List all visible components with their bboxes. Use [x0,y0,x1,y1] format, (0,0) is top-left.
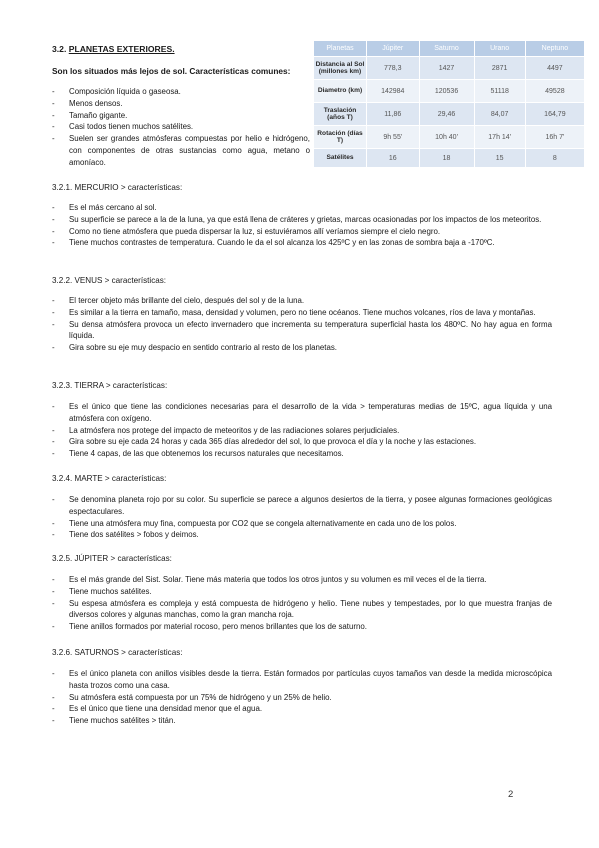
section-number: 3.2. [52,44,67,54]
table-row [314,149,585,168]
bullet-list-mercurio [52,202,552,249]
list-item: - Tiene una atmósfera muy fina, compuesta por CO2 que se congela alternativamente en cada uno de los polos. [52,518,552,530]
table-cell: 120536 [419,80,474,103]
page-number: 2 [508,789,514,800]
bullet-list-tierra [52,401,552,460]
subsection-title-venus: 3.2.2. VENUS > características: [52,276,167,285]
table-cell: 17h 14' [474,126,525,149]
list-item: - Se denomina planeta rojo por su color. Su superficie se parece a algunos desiertos de la tierra, y posee algunas formaciones geológicas espectaculares. [52,494,552,518]
section-intro: Son los situados más lejos de sol. Características comunes: [52,66,291,76]
table-header-cell: Urano [474,41,525,57]
table-cell: 15 [474,149,525,168]
table-cell: 49528 [525,80,584,103]
table-header-cell: Planetas [314,41,367,57]
subsection-title-saturnos: 3.2.6. SATURNOS > características: [52,648,183,657]
table-cell: 16 [367,149,420,168]
table-cell: 18 [419,149,474,168]
list-item: - Es el único planeta con anillos visibles desde la tierra. Están formados por partículas cuyos tamaños van desde la medida microscópica hasta trozos como una casa. [52,668,552,692]
table-row [314,57,585,80]
table-row [314,80,585,103]
list-item: - Gira sobre su eje cada 24 horas y cada 365 días alrededor del sol, lo que provoca el día y la noche y las estaciones. [52,436,552,448]
table-row [314,103,585,126]
bullet-list-venus [52,295,552,354]
list-item: - Menos densos. [52,98,310,110]
bullet-list-marte [52,494,552,541]
subsection-title-mercurio: 3.2.1. MERCURIO > características: [52,183,183,192]
list-item: - Su densa atmósfera provoca un efecto invernadero que incrementa su temperatura superficial hasta los 480ºC. No hay agua en forma líquida. [52,319,552,343]
section-title-text: PLANETAS EXTERIORES. [68,44,175,54]
table-cell: 9h 55' [367,126,420,149]
table-cell: 164,79 [525,103,584,126]
table-cell: 51118 [474,80,525,103]
table-cell: 4497 [525,57,584,80]
list-item: - Tamaño gigante. [52,110,310,122]
list-item: - Tiene muchos satélites > titán. [52,715,552,727]
row-label: Traslación (años T) [314,103,367,126]
list-item: - Como no tiene atmósfera que pueda dispersar la luz, si estuviéramos allí veríamos siempre el cielo negro. [52,226,552,238]
list-item: - Gira sobre su eje muy despacio en sentido contrario al resto de los planetas. [52,342,552,354]
row-label: Rotación (días T) [314,126,367,149]
list-item: - Suelen ser grandes atmósferas compuestas por helio e hidrógeno, con componentes de otras sustancias como agua, metano o amoníaco. [52,133,310,168]
table-cell: 1427 [419,57,474,80]
row-label: Distancia al Sol (millones km) [314,57,367,80]
subsection-title-jupiter: 3.2.5. JÚPITER > características: [52,554,172,563]
table-cell: 29,46 [419,103,474,126]
table-row [314,126,585,149]
row-label: Diametro (km) [314,80,367,103]
list-item: - Tiene anillos formados por material rocoso, pero menos brillantes que los de saturno. [52,621,552,633]
list-item: - Es el más cercano al sol. [52,202,552,214]
table-cell: 16h 7' [525,126,584,149]
bullet-list-jupiter [52,574,552,633]
list-item: - Tiene dos satélites > fobos y deimos. [52,529,552,541]
list-item: - Su atmósfera está compuesta por un 75% de hidrógeno y un 25% de helio. [52,692,552,704]
subsection-title-tierra: 3.2.3. TIERRA > características: [52,381,168,390]
table-header-cell: Neptuno [525,41,584,57]
intro-bullet-list [52,86,310,169]
list-item: - Casi todos tienen muchos satélites. [52,121,310,133]
list-item: - Su superficie se parece a la de la luna, ya que está llena de cráteres y grietas, marcas ocasionadas por los impactos de los meteoritos. [52,214,552,226]
list-item: - Es el más grande del Sist. Solar. Tiene más materia que todos los otros juntos y su volumen es mil veces el de la tierra. [52,574,552,586]
section-title [52,44,175,54]
table-header-cell: Saturno [419,41,474,57]
table-cell: 84,07 [474,103,525,126]
list-item: - Es el único que tiene una densidad menor que el agua. [52,703,552,715]
list-item: - La atmósfera nos protege del impacto de meteoritos y de las radiaciones solares perjudiciales. [52,425,552,437]
table-header-row [314,41,585,57]
list-item: - Tiene muchos contrastes de temperatura. Cuando le da el sol alcanza los 425ºC y en las zonas de sombra baja a -170ºC. [52,237,552,249]
subsection-title-marte: 3.2.4. MARTE > características: [52,474,167,483]
bullet-list-saturnos [52,668,552,727]
table-cell: 10h 40' [419,126,474,149]
list-item: - Su espesa atmósfera es compleja y está compuesta de hidrógeno y helio. Tiene nubes y tempestades, por lo que muestra franjas de diversos colores y algunas manchas, como la gran mancha roja. [52,598,552,622]
table-header-cell: Júpiter [367,41,420,57]
table-cell: 2871 [474,57,525,80]
list-item: - Es el único que tiene las condiciones necesarias para el desarrollo de la vida > temperaturas medias de 15ºC, agua líquida y una atmósfera con oxígeno. [52,401,552,425]
list-item: - Tiene muchos satélites. [52,586,552,598]
table-cell: 11,86 [367,103,420,126]
list-item: - Composición líquida o gaseosa. [52,86,310,98]
table-cell: 142984 [367,80,420,103]
row-label: Satélites [314,149,367,168]
planets-table [313,40,585,168]
list-item: - Tiene 4 capas, de las que obtenemos los recursos naturales que necesitamos. [52,448,552,460]
table-cell: 778,3 [367,57,420,80]
table-cell: 8 [525,149,584,168]
list-item: - Es similar a la tierra en tamaño, masa, densidad y volumen, pero no tiene océanos. Tiene muchos volcanes, ríos de lava y montañas. [52,307,552,319]
list-item: - El tercer objeto más brillante del cielo, después del sol y de la luna. [52,295,552,307]
